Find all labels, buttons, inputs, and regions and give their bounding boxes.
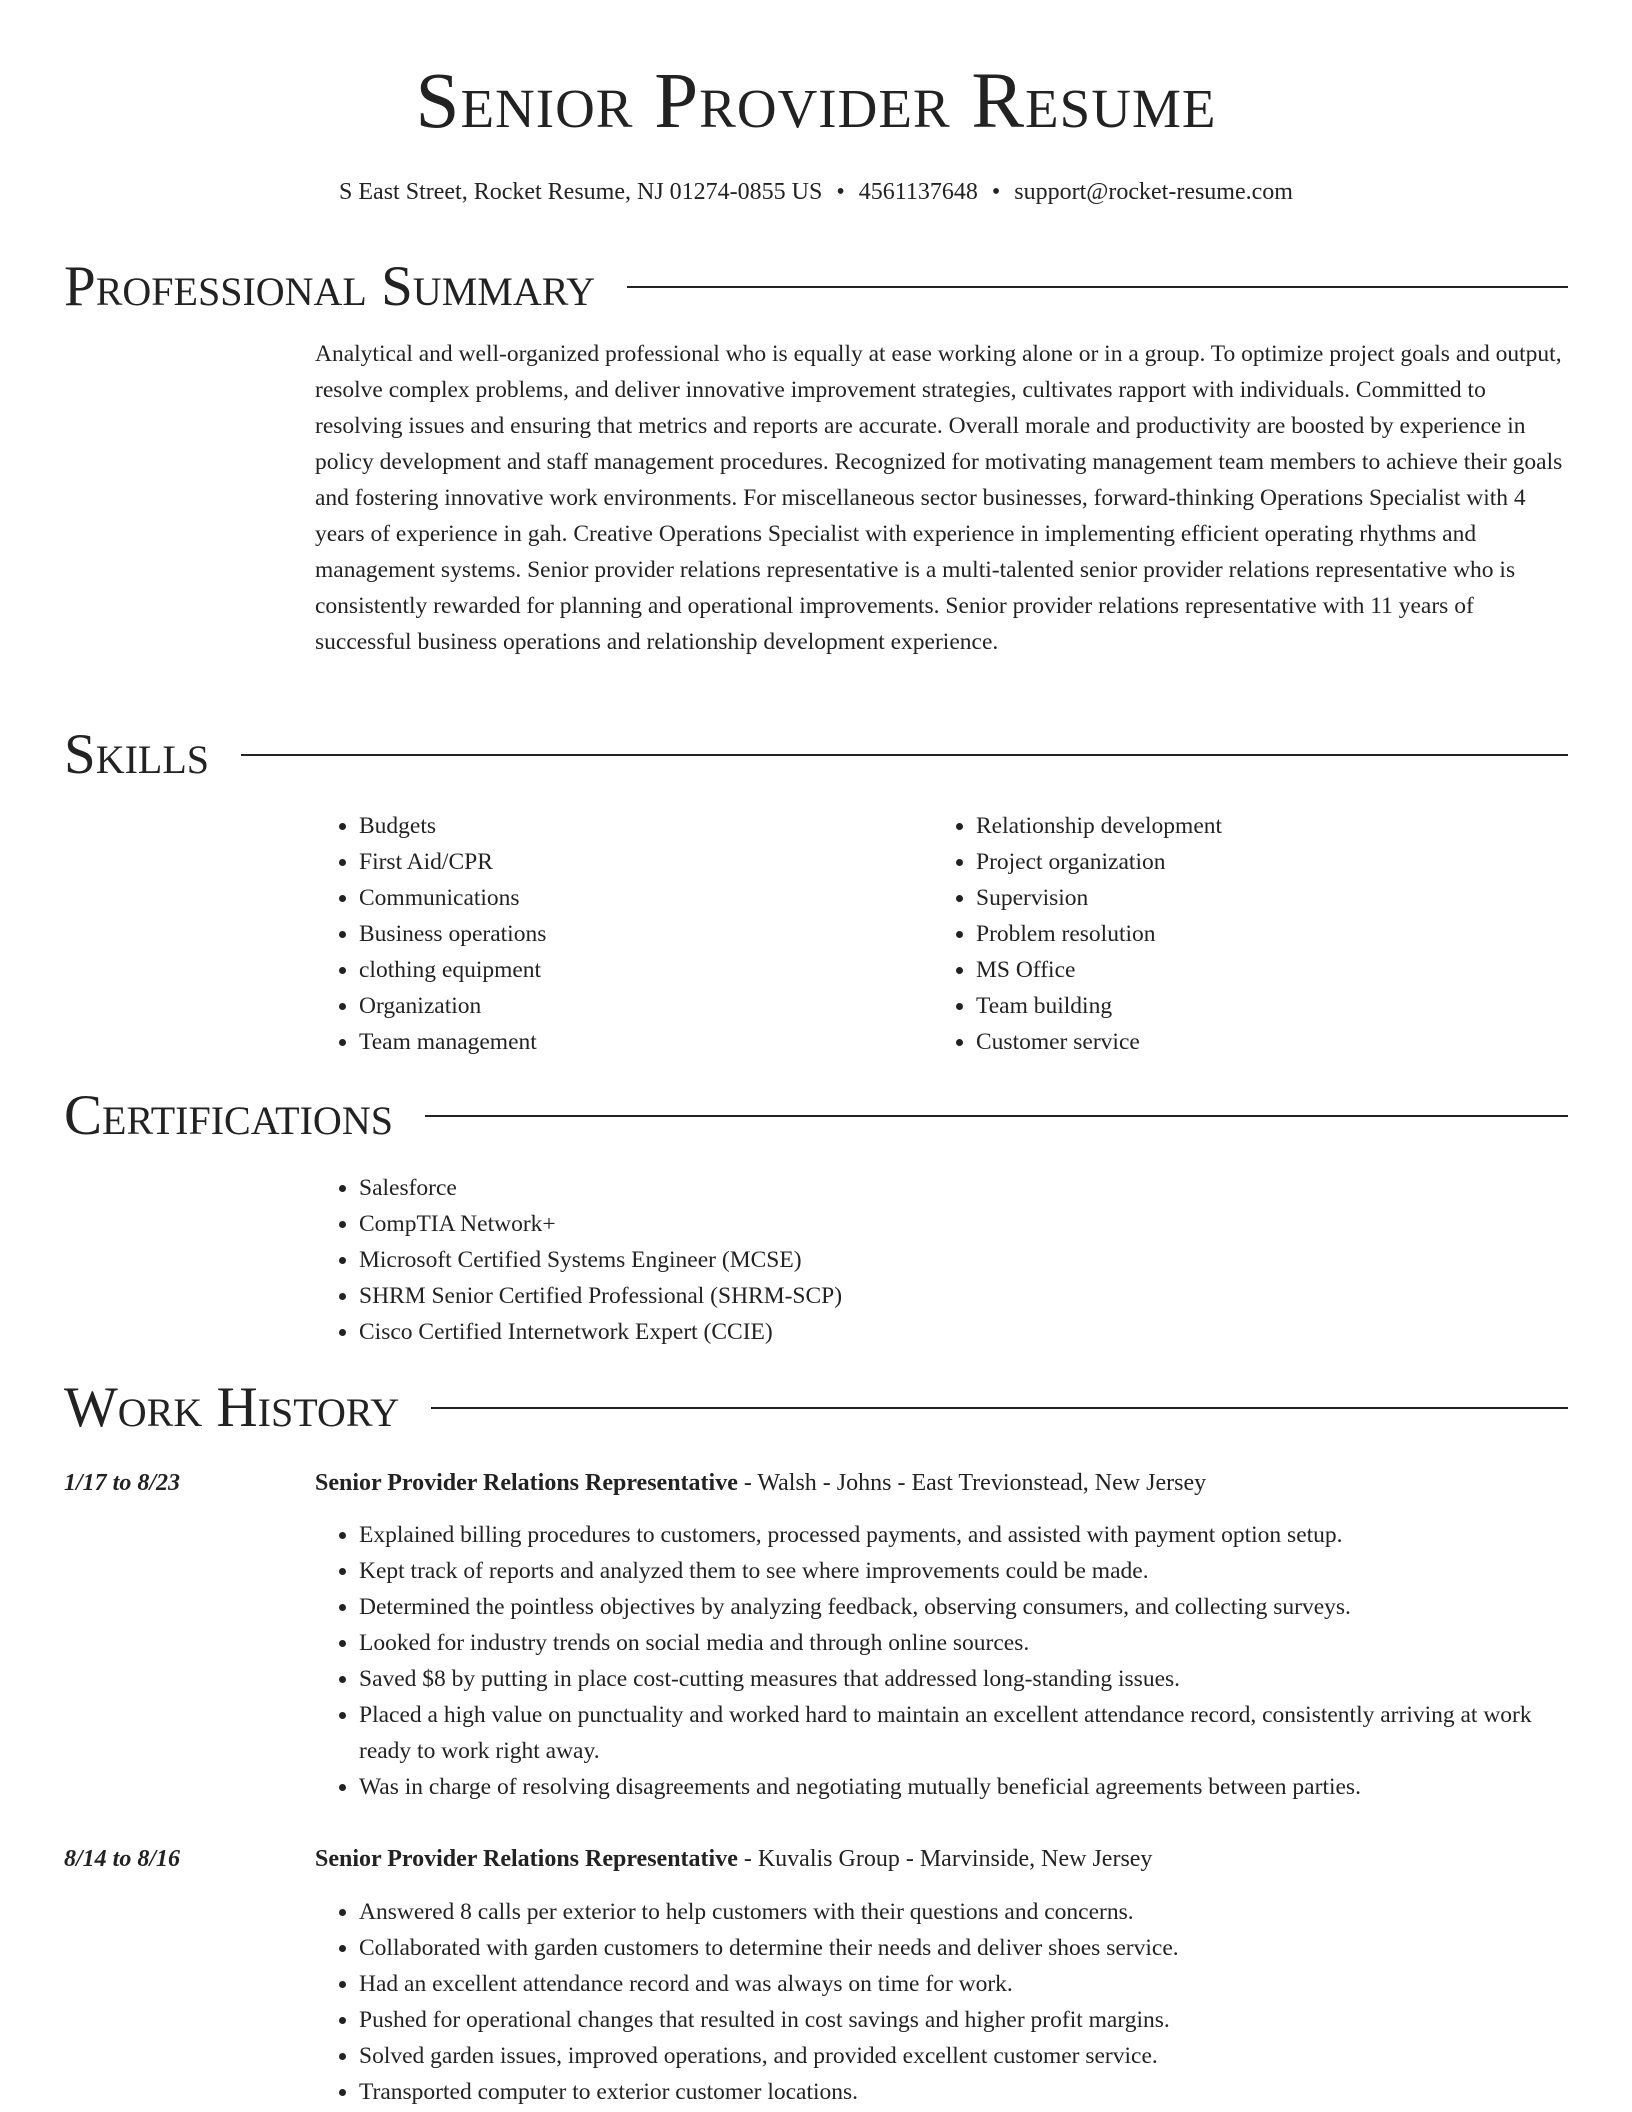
skill-item: • MS Office	[976, 952, 1549, 988]
job-bullet: • Pushed for operational changes that resulted in cost savings and higher profit margins.	[359, 2002, 1567, 2038]
skill-item: • Organization	[359, 988, 932, 1024]
resume-name: Senior Provider Resume	[415, 58, 1217, 145]
section-header	[64, 255, 1568, 319]
section-title: Professional Summary	[64, 255, 596, 318]
job-bullet: • Looked for industry trends on social media and through online sources.	[359, 1625, 1567, 1661]
job-bullet: • Explained billing procedures to customers, processed payments, and assisted with payment option setup.	[359, 1517, 1567, 1553]
contact-email: support@rocket-resume.com	[1014, 179, 1293, 205]
section-title: Work History	[64, 1376, 400, 1439]
job-title: Senior Provider Relations Representative	[315, 1470, 738, 1496]
job-heading	[315, 1465, 1567, 1501]
job-bullet: • Was in charge of resolving disagreements and negotiating mutually beneficial agreements between parties.	[359, 1769, 1567, 1805]
section-skills	[64, 723, 1568, 787]
skill-item: • Project organization	[976, 844, 1549, 880]
contact-address: S East Street, Rocket Resume, NJ 01274-0855 US	[339, 179, 823, 205]
section-header	[64, 1376, 1568, 1440]
job-company-location: - Kuvalis Group - Marvinside, New Jersey	[737, 1846, 1153, 1872]
section-professional-summary	[64, 255, 1568, 319]
job-dates: 8/14 to 8/16	[64, 1846, 181, 1872]
section-title: Skills	[64, 723, 210, 786]
skill-item: • Relationship development	[976, 808, 1549, 844]
skill-item: • Business operations	[359, 916, 932, 952]
certification-item: • Microsoft Certified Systems Engineer (MCSE)	[359, 1242, 1567, 1278]
certification-item: • CompTIA Network+	[359, 1206, 1567, 1242]
job-bullets	[315, 1517, 1567, 1805]
contact-line	[0, 177, 1632, 207]
skill-item: • Supervision	[976, 880, 1549, 916]
job-bullet: • Saved $8 by putting in place cost-cutting measures that addressed long-standing issues.	[359, 1661, 1567, 1697]
skill-item: • Problem resolution	[976, 916, 1549, 952]
summary-text: Analytical and well-organized professional who is equally at ease working alone or in a group. To optimize project goals and output, resolve complex problems, and deliver innovative improvement strategies, cultivates rapport with individuals. Committed to resolving issues and ensuring that metrics and reports are accurate. Overall morale and productivity are boosted by experience in policy development and staff management procedures. Recognized for motivating management team members to achieve their goals and fostering innovative work environments. For miscellaneous sector businesses, forward-thinking Operations Specialist with 4 years of experience in gah. Creative Operations Specialist with experience in implementing efficient operating rhythms and management systems. Senior provider relations representative is a multi-talented senior provider relations representative who is consistently rewarded for planning and operational improvements. Senior provider relations representative with 11 years of successful business operations and relationship development experience.	[315, 341, 1563, 655]
section-header	[64, 723, 1568, 787]
skill-item: • Customer service	[976, 1024, 1549, 1060]
skills-column-right	[932, 808, 1549, 1060]
job-bullet: • Collaborated with garden customers to determine their needs and deliver shoes service.	[359, 1930, 1567, 1966]
skill-item: • Team building	[976, 988, 1549, 1024]
certification-item: • Cisco Certified Internetwork Expert (CCIE)	[359, 1314, 1567, 1350]
job-bullet: • Determined the pointless objectives by analyzing feedback, observing consumers, and collecting surveys.	[359, 1589, 1567, 1625]
job-heading	[315, 1841, 1567, 1877]
section-divider	[425, 1115, 1568, 1117]
job-bullet: • Kept track of reports and analyzed them to see where improvements could be made.	[359, 1553, 1567, 1589]
certification-item: • SHRM Senior Certified Professional (SHRM-SCP)	[359, 1278, 1567, 1314]
job-bullet: • Placed a high value on punctuality and worked hard to maintain an excellent attendance record, consistently arriving at work ready to work right away.	[359, 1697, 1567, 1769]
job-dates: 1/17 to 8/23	[64, 1470, 181, 1496]
section-certifications	[64, 1084, 1568, 1148]
skill-item: • Communications	[359, 880, 932, 916]
section-work-history	[64, 1376, 1568, 1440]
skill-item: • clothing equipment	[359, 952, 932, 988]
job-bullet: • Answered 8 calls per exterior to help customers with their questions and concerns.	[359, 1894, 1567, 1930]
skill-item: • First Aid/CPR	[359, 844, 932, 880]
job-bullet: • Had an excellent attendance record and was always on time for work.	[359, 1966, 1567, 2002]
contact-separator: •	[836, 179, 845, 205]
certification-item: • Salesforce	[359, 1170, 1567, 1206]
skill-item: • Budgets	[359, 808, 932, 844]
section-title: Certifications	[64, 1084, 393, 1147]
job-bullets	[315, 1894, 1567, 2110]
section-divider	[627, 286, 1568, 288]
job-title: Senior Provider Relations Representative	[315, 1846, 738, 1872]
section-divider	[431, 1407, 1568, 1409]
skills-list	[315, 808, 1567, 1060]
job-bullet: • Solved garden issues, improved operations, and provided excellent customer service.	[359, 2038, 1567, 2074]
section-divider	[241, 754, 1568, 756]
certifications-list	[315, 1170, 1567, 1350]
job-bullet: • Transported computer to exterior customer locations.	[359, 2074, 1567, 2110]
section-header	[64, 1084, 1568, 1148]
skill-item: • Team management	[359, 1024, 932, 1060]
skills-column-left	[315, 808, 932, 1060]
job-company-location: - Walsh - Johns - East Trevionstead, New Jersey	[737, 1470, 1207, 1496]
contact-phone: 4561137648	[858, 179, 978, 205]
contact-separator: •	[991, 179, 1001, 205]
